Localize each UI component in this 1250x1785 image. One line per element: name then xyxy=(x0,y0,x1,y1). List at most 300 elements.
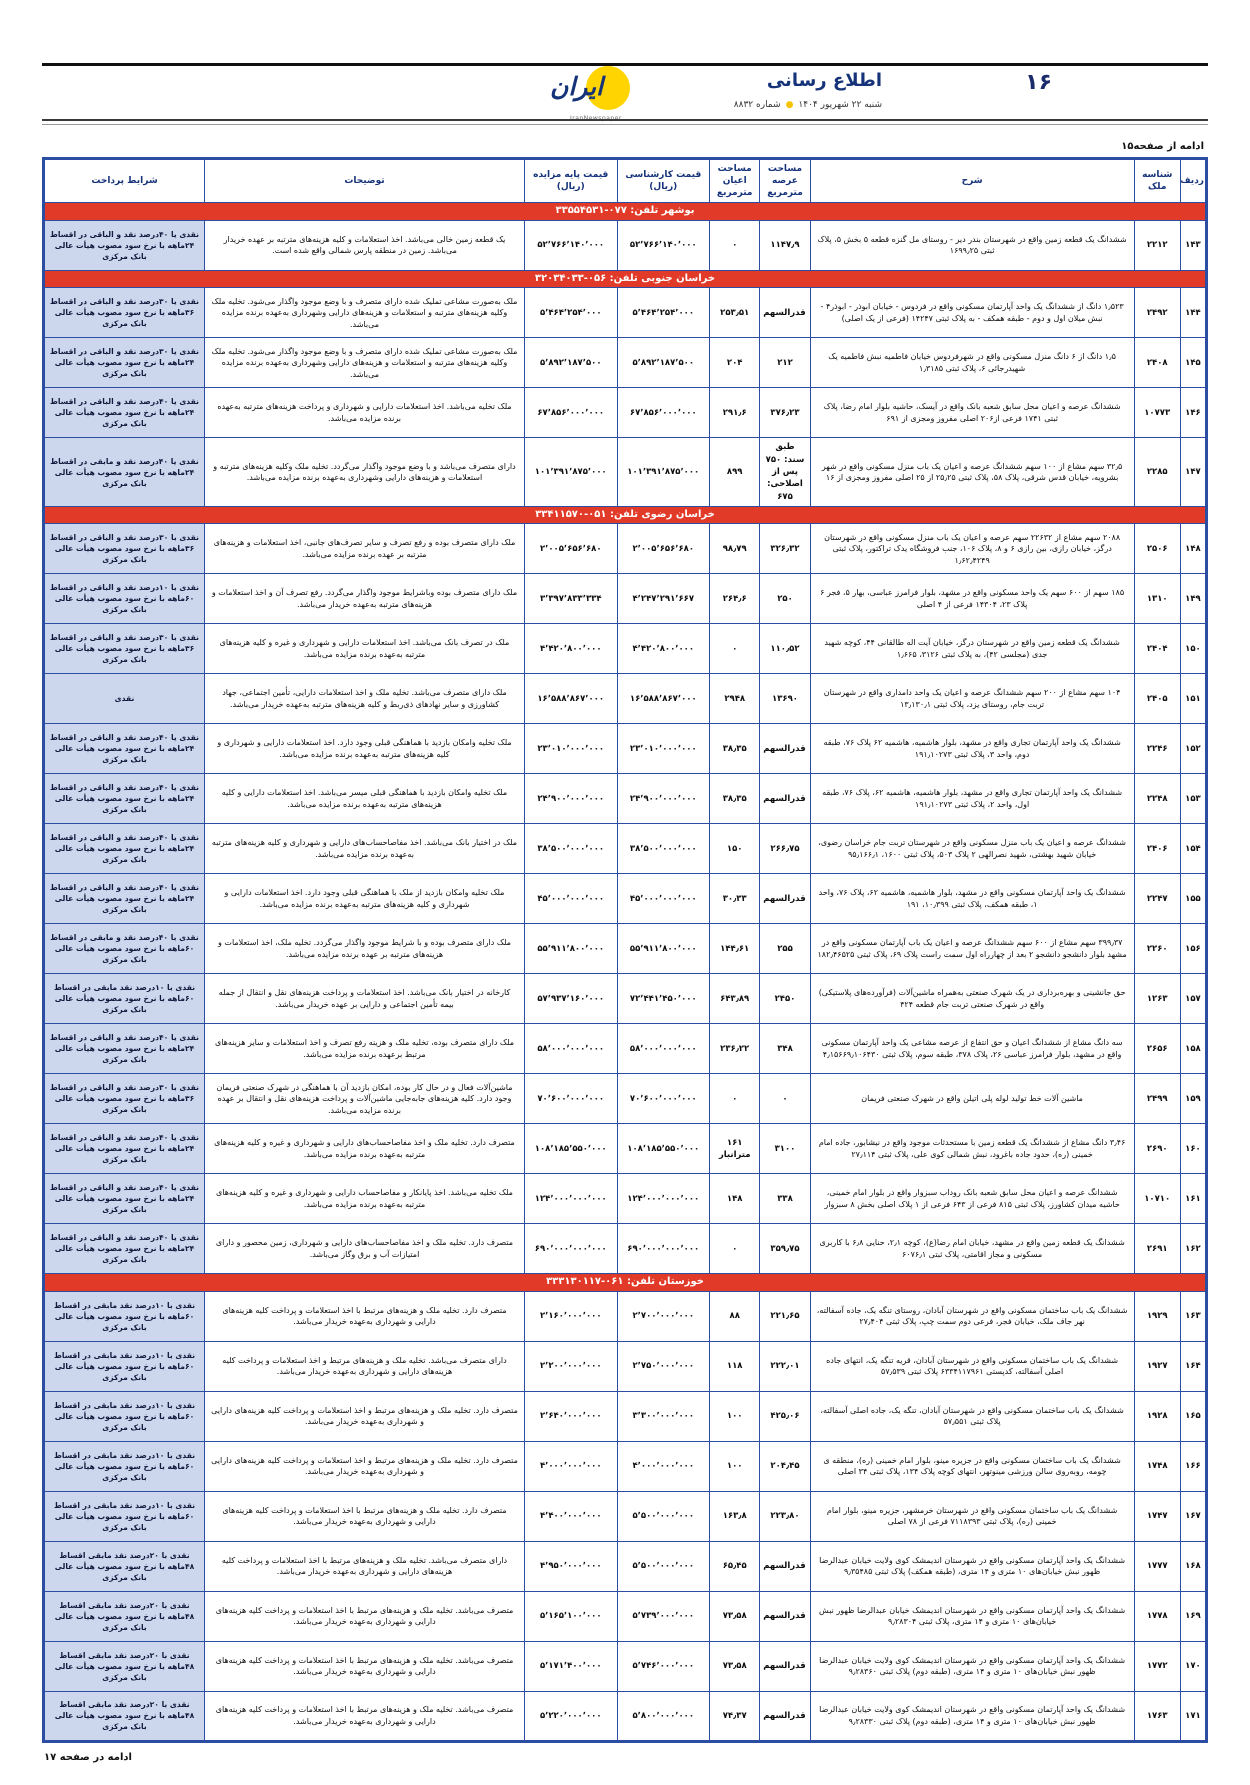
building-area: ۱۶۳٫۸ xyxy=(710,1491,760,1541)
building-area: ۱۱۸ xyxy=(710,1341,760,1391)
notes: متصرف می‌باشد. تخلیه ملک و هزینه‌های مرتبط با اخذ استعلامات و پرداخت کلیه هزینه‌های دارایی و شهرداری به‌عهده خریدار می‌باشد. xyxy=(205,1691,525,1741)
land-area: ۲۵۰ xyxy=(760,574,810,624)
region-section-bar xyxy=(44,506,1207,524)
description: سه دانگ مشاع از ششدانگ اعیان و حق انتفاع از عرصه مشاعی یک واحد آپارتمان مسکونی واقع در مشهد، بلوار فرامرز عباسی ۲۶، پلاک ۳۷۸، طبقه سوم، پلاک ثبتی ۴٫۱۵۶۶۹٫۱۰۶۴۳۰ xyxy=(810,1024,1134,1074)
auction-row xyxy=(44,288,1207,338)
payment-terms: نقدی با ۳۰درصد نقد و الباقی در اقساط ۳۶ماهه با نرخ سود مصوب هیأت عالی بانک مرکزی xyxy=(44,624,205,674)
auction-table-wrap xyxy=(42,157,1208,1743)
appraisal-price: ۵٬۷۳۹٬۰۰۰٬۰۰۰ xyxy=(617,1591,710,1641)
appraisal-price: ۵۵٬۹۱۱٬۸۰۰٬۰۰۰ xyxy=(617,924,710,974)
land-area: ۴۲۵٫۰۶ xyxy=(760,1391,810,1441)
auction-row xyxy=(44,724,1207,774)
base-price: ۴٬۴۲۰٬۸۰۰٬۰۰۰ xyxy=(524,624,617,674)
base-price: ۵۸٬۰۰۰٬۰۰۰٬۰۰۰ xyxy=(524,1024,617,1074)
description: ششدانگ عرصه و اعیان محل سابق شعبه بانک روداب سبزوار واقع در بلوار امام خمینی، حاشیه میدان کشاورز، پلاک ثبتی ۸۱۵ فرعی از ۶۴۳ فرعی از ۱ پلاک اصلی بخش ۸ سبزوار xyxy=(810,1174,1134,1224)
appraisal-price: ۵٬۸۹۲٬۱۸۷٬۵۰۰ xyxy=(617,338,710,388)
appraisal-price: ۱۰۸٬۱۸۵٬۵۵۰٬۰۰۰ xyxy=(617,1124,710,1174)
base-price: ۴٬۰۰۰٬۰۰۰٬۰۰۰ xyxy=(524,1441,617,1491)
property-id: ۲۴۰۸ xyxy=(1134,338,1180,388)
appraisal-price: ۷۲٬۴۴۱٬۴۵۰٬۰۰۰ xyxy=(617,974,710,1024)
land-area: ۲۲۱٫۶۵ xyxy=(760,1291,810,1341)
property-id: ۱۷۴۷ xyxy=(1134,1491,1180,1541)
payment-terms: نقدی با ۱۰درصد نقد مابقی در اقساط ۶۰ماهه با نرخ سود مصوب هیأت عالی بانک مرکزی xyxy=(44,1341,205,1391)
payment-terms: نقدی یا ۳۰درصد نقد و الباقی در اقساط ۳۶ماهه با نرخ سود مصوب هیأت عالی بانک مرکزی xyxy=(44,288,205,338)
payment-terms: نقدی یا ۴۰درصد نقد و الباقی در اقساط ۲۴ماهه با نرخ سود مصوب هیأت عالی بانک مرکزی xyxy=(44,1174,205,1224)
notes: ماشین‌آلات فعال و در حال کار بوده، امکان بازدید آن با هماهنگی در شهرک صنعتی فریمان وجود دارد. کلیه هزینه‌های جابه‌جایی ماشین‌آلات و پرداخت هزینه‌های نقل و انتقال بر عهده برنده مزایده می‌باشد. xyxy=(205,1074,525,1124)
separator-dot-icon: ● xyxy=(785,99,794,110)
base-price: ۷۰٬۶۰۰٬۰۰۰٬۰۰۰ xyxy=(524,1074,617,1124)
property-id: ۱۳۱۰ xyxy=(1134,574,1180,624)
appraisal-price: ۵٬۴۶۴٬۲۵۴٬۰۰۰ xyxy=(617,288,710,338)
notes: ملک تخلیه می‌باشد. اخذ استعلامات دارایی و شهرداری و پرداخت هزینه‌های مترتبه به‌عهده برنده مزایده می‌باشد. xyxy=(205,388,525,438)
property-id: ۲۲۴۸ xyxy=(1134,774,1180,824)
building-area: ۱۰۰ xyxy=(710,1441,760,1491)
notes: دارای متصرف می‌باشد. تخلیه ملک و هزینه‌های مرتبط با اخذ استعلامات و پرداخت کلیه هزینه‌های دارایی و شهرداری به‌عهده خریدار می‌باشد. xyxy=(205,1541,525,1591)
col-header-description: شرح xyxy=(810,159,1134,203)
land-area: ۳۴۸ xyxy=(760,1024,810,1074)
table-header-row xyxy=(44,159,1207,203)
appraisal-price: ۵٬۸۰۰٬۰۰۰٬۰۰۰ xyxy=(617,1691,710,1741)
payment-terms: نقدی یا ۴۰درصد نقد و الباقی در اقساط ۲۴ماهه با نرخ سود مصوب هیأت عالی بانک مرکزی xyxy=(44,874,205,924)
notes: متصرف دارد. تخلیه ملک و هزینه‌های مرتبط و اخذ استعلامات و پرداخت کلیه هزینه‌های دارایی و شهرداری به‌عهده خریدار می‌باشد. xyxy=(205,1391,525,1441)
auction-row xyxy=(44,220,1207,270)
land-area: ۲۱۲ xyxy=(760,338,810,388)
building-area: ۰ xyxy=(710,1074,760,1124)
appraisal-price: ۱۰۱٬۳۹۱٬۸۷۵٬۰۰۰ xyxy=(617,438,710,507)
row-number: ۱۴۵ xyxy=(1180,338,1206,388)
auction-row xyxy=(44,574,1207,624)
description: ششدانگ یک واحد آپارتمان مسکونی واقع در شهرستان اندیمشک کوی ولایت خیابان عبدالرضا ظهور نبش خیابان‌های ۱۰ متری و ۱۴ متری، (طبقه دوم) پلاک ثبتی ۹٫۲۸۳۳۰ xyxy=(810,1691,1134,1741)
land-area: قدرالسهم xyxy=(760,288,810,338)
description: ششدانگ یک باب ساختمان مسکونی واقع در شهرستان آبادان، قریه تنگه یک، انتهای جاده اصلی آسفالته، کدپستی ۶۳۳۴۱۱۷۹۶۱ پلاک ثبتی ۵۷٫۵۳۹ xyxy=(810,1341,1134,1391)
property-id: ۲۲۴۷ xyxy=(1134,874,1180,924)
continued-next-note: ادامه در صفحه ۱۷ xyxy=(44,1752,132,1763)
building-area: ۷۴٫۳۷ xyxy=(710,1691,760,1741)
region-section-bar xyxy=(44,203,1207,221)
payment-terms: نقدی با ۱۰درصد نقد مابقی در اقساط ۶۰ماهه با نرخ سود مصوب هیأت عالی بانک مرکزی xyxy=(44,1441,205,1491)
masthead-rule-thick xyxy=(42,119,1208,121)
payment-terms: نقدی با ۴۰درصد نقد و مابقی در اقساط ۶۰ماهه با نرخ سود مصوب هیأت عالی بانک مرکزی xyxy=(44,924,205,974)
base-price: ۱۲۴٬۰۰۰٬۰۰۰٬۰۰۰ xyxy=(524,1174,617,1224)
land-area: قدرالسهم xyxy=(760,774,810,824)
building-area: ۳۰٫۳۳ xyxy=(710,874,760,924)
notes: متصرف دارد. تخلیه ملک و اخذ مفاصاحساب‌های دارایی و شهرداری، زمین محصور و دارای امتیازات آب و برق وگاز می‌باشد. xyxy=(205,1224,525,1274)
description: ماشین آلات خط تولید لوله پلی اتیلن واقع در شهرک صنعتی فریمان xyxy=(810,1074,1134,1124)
description: ششدانگ عرصه و اعیان یک باب منزل مسکونی واقع در شهرستان تربت جام خراسان رضوی، خیابان شهید بهشتی، شهید نصرالهی ۲ پلاک ۵۰۳، پلاک ثبتی ۱۶۰۰، ۹۵٫۱۶۶٫۱ xyxy=(810,824,1134,874)
auction-row xyxy=(44,1291,1207,1341)
base-price: ۵٬۸۹۲٬۱۸۷٬۵۰۰ xyxy=(524,338,617,388)
col-header-notes: توضیحات xyxy=(205,159,525,203)
date-line xyxy=(734,100,882,110)
description: ۱٫۵۲۳ دانگ از ششدانگ یک واحد آپارتمان مسکونی واقع در فردوس - خیابان ابوذر - ابوذر۴ - نبش میلان اول و دوم - طبقه همکف - به پلاک ثبتی ۱۴۲۴۷ (فرعی از یک اصلی) xyxy=(810,288,1134,338)
row-number: ۱۶۴ xyxy=(1180,1341,1206,1391)
land-area: ۲۴۵۰ xyxy=(760,974,810,1024)
building-area: ۲۵۳٫۵۱ xyxy=(710,288,760,338)
property-id: ۲۶۹۰ xyxy=(1134,1124,1180,1174)
building-area: ۷۳٫۵۸ xyxy=(710,1591,760,1641)
col-header-land-area: مساحت عرصه مترمربع xyxy=(760,159,810,203)
notes: متصرف دارد. تخلیه ملک و هزینه‌های مرتبط با اخذ استعلامات و پرداخت کلیه هزینه‌های دارایی و شهرداری به‌عهده خریدار می‌باشد. xyxy=(205,1291,525,1341)
logo-wordmark: ایران xyxy=(550,72,604,101)
notes: ملک دارای متصرف بوده، تخلیه ملک و هزینه رفع تصرف و اخذ استعلامات و سایر هزینه‌های مرتبط برعهده برنده مزایده می‌باشد. xyxy=(205,1024,525,1074)
notes: ملک تخلیه وامکان بازدید از ملک با هماهنگی قبلی وجود دارد. اخذ استعلامات دارایی و شهرداری و کلیه هزینه‌های مترتبه به‌عهده برنده مزایده می‌باشد. xyxy=(205,874,525,924)
payment-terms: نقدی با ۱۰درصد نقد مابقی در اقساط ۶۰ماهه با نرخ سود مصوب هیأت عالی بانک مرکزی xyxy=(44,1291,205,1341)
building-area: ۱۰۰ xyxy=(710,1391,760,1441)
payment-terms: نقدی با ۲۰درصد نقد مابقی اقساط ۴۸ماهه با نرخ سود مصوب هیأت عالی بانک مرکزی xyxy=(44,1691,205,1741)
base-price: ۲٬۲۰۰٬۰۰۰٬۰۰۰ xyxy=(524,1341,617,1391)
region-section-title: بوشهر تلفن: ۰۷۷-۳۳۵۵۴۵۳۱ xyxy=(44,203,1207,221)
property-id: ۲۲۴۶ xyxy=(1134,724,1180,774)
row-number: ۱۵۱ xyxy=(1180,674,1206,724)
land-area: ۳۱۰۰ xyxy=(760,1124,810,1174)
notes: متصرف دارد. تخلیه ملک و هزینه‌های مرتبط و اخذ استعلامات و پرداخت کلیه هزینه‌های دارایی و شهرداری به‌عهده خریدار می‌باشد. xyxy=(205,1441,525,1491)
auction-row xyxy=(44,1541,1207,1591)
col-header-base-price: قیمت پایه مزایده (ریال) xyxy=(524,159,617,203)
base-price: ۵٬۴۶۴٬۲۵۴٬۰۰۰ xyxy=(524,288,617,338)
row-number: ۱۵۰ xyxy=(1180,624,1206,674)
payment-terms: نقدی یا ۴۰درصد نقد و الباقی در اقساط ۲۴ماهه با نرخ سود مصوب هیأت عالی بانک مرکزی xyxy=(44,220,205,270)
description: ۳۲٫۵ سهم مشاع از ۱۰۰ سهم ششدانگ عرصه و اعیان یک باب منزل مسکونی واقع در شهر بشرویه، خیابان قدس شرقی، پلاک ۵۸، پلاک ثبتی ۲۵٫۲۵ از ۲۵ اصلی مفروز ومجزی از ۱۶ xyxy=(810,438,1134,507)
land-area: ۲۶۶٫۷۵ xyxy=(760,824,810,874)
payment-terms: نقدی یا ۴۰درصد نقد و الباقی در اقساط ۲۴ماهه با نرخ سود مصوب هیأت عالی بانک مرکزی xyxy=(44,774,205,824)
appraisal-price: ۱۶٬۵۸۸٬۸۶۷٬۰۰۰ xyxy=(617,674,710,724)
region-section-bar xyxy=(44,270,1207,288)
payment-terms: نقدی با ۳۰درصد نقد و الباقی در اقساط ۳۶ماهه با نرخ سود مصوب هیأت عالی بانک مرکزی xyxy=(44,524,205,574)
notes: کارخانه در اختیار بانک می‌باشد. اخذ استعلامات و پرداخت هزینه‌های نقل و انتقال از جمله بیمه تأمین اجتماعی و دارایی بر عهده خریدار می‌باشد. xyxy=(205,974,525,1024)
land-area: ۱۱۴۷٫۹ xyxy=(760,220,810,270)
building-area: ۲۹۴۸ xyxy=(710,674,760,724)
continued-from-note: ادامه از صفحه۱۵ xyxy=(1121,141,1204,152)
row-number: ۱۶۰ xyxy=(1180,1124,1206,1174)
property-id: ۲۴۹۲ xyxy=(1134,288,1180,338)
payment-terms: نقدی یا ۴۰درصد نقد و الباقی در اقساط ۲۴ماهه با نرخ سود مصوب هیأت عالی بانک مرکزی xyxy=(44,1224,205,1274)
payment-terms: نقدی با ۱۰درصد نقد و الباقی در اقساط ۶۰ماهه با نرخ سود مصوب هیأت عالی بانک مرکزی xyxy=(44,574,205,624)
payment-terms: نقدی xyxy=(44,674,205,724)
description: ششدانگ یک قطعه زمین واقع در مشهد، خیابان امام رضا(ع)، کوچه ۲٫۱، حنایی ۶٫۸ با کاربری مسکونی و مجاز اقامتی، پلاک ثبتی ۶۰۷۶٫۱ xyxy=(810,1224,1134,1274)
payment-terms: نقدی با ۲۰درصد نقد مابقی اقساط ۴۸ماهه با نرخ سود مصوب هیأت عالی بانک مرکزی xyxy=(44,1591,205,1641)
property-id: ۲۴۹۹ xyxy=(1134,1074,1180,1124)
description: ششدانگ یک قطعه زمین واقع در شهرستان درگز، خیابان آیت اله طالقانی ۴۴، کوچه شهید جدی (مجلسی ۴۲)، به پلاک ثبتی ۳۱۲۶، ۱٫۶۶۵ xyxy=(810,624,1134,674)
building-area: ۷۳٫۵۸ xyxy=(710,1641,760,1691)
row-number: ۱۵۶ xyxy=(1180,924,1206,974)
building-area: ۰ xyxy=(710,220,760,270)
description: ششدانگ یک واحد آپارتمان تجاری واقع در مشهد، بلوار هاشمیه، هاشمیه ۶۲ پلاک ۷۶، طبقه دوم، واحد ۳، پلاک ثبتی ۱۹۱٫۱۰۲۷۳ xyxy=(810,724,1134,774)
base-price: ۴٬۴۰۰٬۰۰۰٬۰۰۰ xyxy=(524,1491,617,1541)
property-id: ۲۶۵۶ xyxy=(1134,1024,1180,1074)
property-id: ۱۷۷۲ xyxy=(1134,1641,1180,1691)
land-area: طبق سند: ۷۵۰ پس از اصلاحی: ۶۷۵ xyxy=(760,438,810,507)
row-number: ۱۶۸ xyxy=(1180,1541,1206,1591)
auction-row xyxy=(44,1441,1207,1491)
base-price: ۲۳٬۰۱۰٬۰۰۰٬۰۰۰ xyxy=(524,724,617,774)
notes: ملک دارای متصرف بوده وباشرایط موجود واگذار می‌گردد. رفع تصرف آن و اخذ استعلامات و هزینه‌های مترتبه به‌عهده خریدار می‌باشد. xyxy=(205,574,525,624)
description: حق جانشینی و بهره‌برداری در یک شهرک صنعتی به‌همراه ماشین‌آلات (فرآورده‌های پلاستیکی) واقع در شهرک صنعتی تربت جام قطعه ۴۲۴ xyxy=(810,974,1134,1024)
appraisal-price: ۲۴٬۹۰۰٬۰۰۰٬۰۰۰ xyxy=(617,774,710,824)
payment-terms: نقدی یا ۴۰درصد نقد و الباقی در اقساط ۲۴ماهه با نرخ سود مصوب هیأت عالی بانک مرکزی xyxy=(44,1124,205,1174)
description: ۳۹۹٫۳۷ سهم مشاع از ۶۰۰ سهم ششدانگ عرصه و اعیان یک باب آپارتمان مسکونی واقع در مشهد بلوار دانشجو دانشجو ۲ بعد از چهارراه اول سمت راست پلاک ۶۹، پلاک ثبتی ۱۸۲٫۴۶۵۲۵ xyxy=(810,924,1134,974)
land-area: قدرالسهم xyxy=(760,1591,810,1641)
region-section-bar xyxy=(44,1274,1207,1292)
appraisal-price: ۴۵٬۰۰۰٬۰۰۰٬۰۰۰ xyxy=(617,874,710,924)
base-price: ۲٬۰۰۵٬۶۵۶٬۶۸۰ xyxy=(524,524,617,574)
property-id: ۲۲۸۵ xyxy=(1134,438,1180,507)
land-area: ۲۵۵ xyxy=(760,924,810,974)
page-title: اطلاع رسانی xyxy=(766,70,882,91)
land-area: ۳۷۶٫۲۳ xyxy=(760,388,810,438)
row-number: ۱۶۲ xyxy=(1180,1224,1206,1274)
notes: متصرف دارد. تخلیه ملک و اخذ مفاصاحساب‌های دارایی و شهرداری و غیره و کلیه هزینه‌های مترتبه به‌عهده برنده مزایده می‌باشد. xyxy=(205,1124,525,1174)
auction-row xyxy=(44,388,1207,438)
notes: ملک دارای متصرف بوده و رفع تصرف و سایر تصرف‌های جانبی، اخذ استعلامات و هزینه‌های مترتبه بر عهده برنده مزایده می‌باشد. xyxy=(205,524,525,574)
property-id: ۱۷۴۸ xyxy=(1134,1441,1180,1491)
auction-row xyxy=(44,1174,1207,1224)
appraisal-price: ۲٬۷۰۰٬۰۰۰٬۰۰۰ xyxy=(617,1291,710,1341)
notes: ملک تخلیه وامکان بازدید با هماهنگی قبلی وجود دارد. اخذ استعلامات دارایی و شهرداری و کلیه هزینه‌های مترتبه به‌عهده برنده مزایده می‌باشد. xyxy=(205,724,525,774)
issue-number: شماره ۸۸۳۲ xyxy=(733,100,781,110)
row-number: ۱۵۳ xyxy=(1180,774,1206,824)
building-area: ۶۴۳٫۸۹ xyxy=(710,974,760,1024)
auction-row xyxy=(44,524,1207,574)
land-area: قدرالسهم xyxy=(760,874,810,924)
property-id: ۱۷۶۳ xyxy=(1134,1691,1180,1741)
description: ۲۰۸۸ سهم مشاع از ۲۲۶۳۲ سهم عرصه و اعیان یک باب منزل مسکونی واقع در شهرستان درگز، خیابان رازی، بین رازی ۶ و ۸، پلاک ۱۰۶، جنب فروشگاه یدک تراکتور، پلاک ثبتی ۱٫۶۲٫۴۲۴۹ xyxy=(810,524,1134,574)
region-section-title: خراسان جنوبی تلفن: ۰۵۶-۳۲۰۳۴۰۳۳ xyxy=(44,270,1207,288)
description: ۱۸۵ سهم از ۶۰۰ سهم یک واحد مسکونی واقع در مشهد، بلوار فرامرز عباسی، بهار ۵، فجر ۶ پلاک ۲۳، ۱۴۳۰۴ فرعی از ۴ اصلی xyxy=(810,574,1134,624)
auction-row xyxy=(44,1124,1207,1174)
building-area: ۸۸ xyxy=(710,1291,760,1341)
notes: دارای متصرف می‌باشد و با وضع موجود واگذار می‌گردد. تخلیه ملک وکلیه هزینه‌های مترتبه و استعلامات و هزینه‌های دارایی وشهرداری به‌عهده برنده مزایده می‌باشد. xyxy=(205,438,525,507)
notes: ملک تخلیه وامکان بازدید با هماهنگی قبلی میسر می‌باشد. اخذ استعلامات دارایی و کلیه هزینه‌های مترتبه به‌عهده برنده مزایده می‌باشد. xyxy=(205,774,525,824)
col-header-building-area: مساحت اعیان مترمربع xyxy=(710,159,760,203)
payment-terms: نقدی یا ۴۰درصد نقد و الباقی در اقساط ۲۴ماهه با نرخ سود مصوب هیأت عالی بانک مرکزی xyxy=(44,388,205,438)
payment-terms: نقدی با ۲۰درصد نقد مابقی اقساط ۴۸ماهه با نرخ سود مصوب هیأت عالی بانک مرکزی xyxy=(44,1541,205,1591)
row-number: ۱۴۹ xyxy=(1180,574,1206,624)
row-number: ۱۵۵ xyxy=(1180,874,1206,924)
appraisal-price: ۵٬۵۰۰٬۰۰۰٬۰۰۰ xyxy=(617,1491,710,1541)
auction-row xyxy=(44,974,1207,1024)
payment-terms: نقدی با ۳۰درصد نقد و الباقی در اقساط ۳۶ماهه با نرخ سود مصوب هیأت عالی بانک مرکزی xyxy=(44,1074,205,1124)
auction-row xyxy=(44,874,1207,924)
building-area: ۱۵۰ xyxy=(710,824,760,874)
description: ششدانگ یک باب ساختمان مسکونی واقع در جزیره مینو، بلوار امام خمینی (ره)، منطقه ی چومه، روبه‌روی سالن ورزشی مینوتهر، انتهای کوچه پلاک ۱۳۴، پلاک ثبتی ۳۴ اصلی xyxy=(810,1441,1134,1491)
property-id: ۱۷۷۷ xyxy=(1134,1541,1180,1591)
row-number: ۱۷۱ xyxy=(1180,1691,1206,1741)
col-header-row-number: ردیف xyxy=(1180,159,1206,203)
property-id: ۱۷۷۸ xyxy=(1134,1591,1180,1641)
property-id: ۲۵۰۶ xyxy=(1134,524,1180,574)
row-number: ۱۶۷ xyxy=(1180,1491,1206,1541)
col-header-payment-terms: شرایط پرداخت xyxy=(44,159,205,203)
building-area: ۶۵٫۴۵ xyxy=(710,1541,760,1591)
base-price: ۱۰۸٬۱۸۵٬۵۵۰٬۰۰۰ xyxy=(524,1124,617,1174)
payment-terms: نقدی یا ۴۰درصد نقد و الباقی در اقساط ۲۴ماهه با نرخ سود مصوب هیأت عالی بانک مرکزی xyxy=(44,1024,205,1074)
notes: ملک دارای متصرف بوده و با شرایط موجود واگذار می‌گردد. تخلیه ملک، اخذ استعلامات و هزینه‌های مترتبه بر عهده برنده مزایده می‌باشد. xyxy=(205,924,525,974)
building-area: ۱۶۱ مترانبار xyxy=(710,1124,760,1174)
building-area: ۱۴۴٫۶۱ xyxy=(710,924,760,974)
date-text: شنبه ۲۲ شهریور ۱۴۰۴ xyxy=(798,100,882,110)
land-area: ۱۳۶۹۰ xyxy=(760,674,810,724)
notes: متصرف می‌باشد. تخلیه ملک و هزینه‌های مرتبط با اخذ استعلامات و پرداخت کلیه هزینه‌های دارایی و شهرداری به‌عهده خریدار می‌باشد. xyxy=(205,1591,525,1641)
payment-terms: نقدی یا ۴۰درصد نقد و مابقی در اقساط ۲۴ماهه با نرخ سود مصوب هیأت عالی بانک مرکزی xyxy=(44,438,205,507)
land-area: ۲۲۳٫۸۰ xyxy=(760,1491,810,1541)
payment-terms: نقدی با ۱۰درصد نقد مابقی در اقساط ۶۰ماهه با نرخ سود مصوب هیأت عالی بانک مرکزی xyxy=(44,1391,205,1441)
description: ششدانگ یک قطعه زمین واقع در شهرستان بندر دیر - روستای مل گنزه قطعه ۵ بخش ۵، پلاک ثبتی ۱۶۹۹٫۲۵ xyxy=(810,220,1134,270)
building-area: ۲۳۶٫۲۲ xyxy=(710,1024,760,1074)
row-number: ۱۵۸ xyxy=(1180,1024,1206,1074)
property-id: ۱۰۷۱۰ xyxy=(1134,1174,1180,1224)
description: ششدانگ عرصه و اعیان محل سابق شعبه بانک واقع در آیسک، حاشیه بلوار امام رضا، پلاک ثبتی ۱۷۴۱ فرعی از۲۰۶ اصلی مفروز ومجزی از ۶۹۱ xyxy=(810,388,1134,438)
appraisal-price: ۶۷٬۸۵۶٬۰۰۰٬۰۰۰ xyxy=(617,388,710,438)
description: ۳٫۴۶ دانگ مشاع از ششدانگ یک قطعه زمین با مستحدثات موجود واقع در نیشابور، جاده امام خمینی (ره)، حدود جاده باغرود، نبش شمالی کوی علی، پلاک ثبتی ۲۷٫۱۱۴ xyxy=(810,1124,1134,1174)
appraisal-price: ۱۲۴٬۰۰۰٬۰۰۰٬۰۰۰ xyxy=(617,1174,710,1224)
auction-row xyxy=(44,1224,1207,1274)
row-number: ۱۴۶ xyxy=(1180,388,1206,438)
base-price: ۴٬۹۵۰٬۰۰۰٬۰۰۰ xyxy=(524,1541,617,1591)
auction-row xyxy=(44,1341,1207,1391)
auction-row xyxy=(44,774,1207,824)
base-price: ۱۶٬۵۸۸٬۸۶۷٬۰۰۰ xyxy=(524,674,617,724)
building-area: ۱۴۸ xyxy=(710,1174,760,1224)
newspaper-logo xyxy=(548,66,640,120)
row-number: ۱۵۹ xyxy=(1180,1074,1206,1124)
row-number: ۱۵۲ xyxy=(1180,724,1206,774)
appraisal-price: ۲٬۷۵۰٬۰۰۰٬۰۰۰ xyxy=(617,1341,710,1391)
building-area: ۲۰۴ xyxy=(710,338,760,388)
row-number: ۱۶۶ xyxy=(1180,1441,1206,1491)
land-area: قدرالسهم xyxy=(760,1641,810,1691)
auction-row xyxy=(44,624,1207,674)
description: ششدانگ یک واحد آپارتمان مسکونی واقع در شهرستان اندیمشک کوی ولایت خیابان عبدالرضا ظهور نبش خیابان‌های ۱۰ متری و ۱۴ متری، (طبقه همکف) پلاک ثبتی ۹٫۳۵۴۸۵ xyxy=(810,1541,1134,1591)
auction-table xyxy=(42,157,1208,1743)
appraisal-price: ۴٬۰۰۰٬۰۰۰٬۰۰۰ xyxy=(617,1441,710,1491)
appraisal-price: ۴٬۴۲۰٬۸۰۰٬۰۰۰ xyxy=(617,624,710,674)
region-section-title: خراسان رضوی تلفن: ۰۵۱-۳۳۴۱۱۵۷۰ xyxy=(44,506,1207,524)
land-area: ۲۲۲٫۰۱ xyxy=(760,1341,810,1391)
building-area: ۹۸٫۷۹ xyxy=(710,524,760,574)
property-id: ۱۹۲۸ xyxy=(1134,1391,1180,1441)
land-area: ۳۵۹٫۷۵ xyxy=(760,1224,810,1274)
property-id: ۲۲۶۰ xyxy=(1134,924,1180,974)
land-area: ۲۰۴٫۴۵ xyxy=(760,1441,810,1491)
property-id: ۲۶۹۱ xyxy=(1134,1224,1180,1274)
building-area: ۲۹۱٫۶ xyxy=(710,388,760,438)
building-area: ۲۶۴٫۶ xyxy=(710,574,760,624)
building-area: ۸۹۹ xyxy=(710,438,760,507)
row-number: ۱۴۳ xyxy=(1180,220,1206,270)
land-area: ۱۱۰٫۵۲ xyxy=(760,624,810,674)
base-price: ۴۵٬۰۰۰٬۰۰۰٬۰۰۰ xyxy=(524,874,617,924)
land-area: ۳۳۸ xyxy=(760,1174,810,1224)
auction-row xyxy=(44,1591,1207,1641)
land-area: قدرالسهم xyxy=(760,1541,810,1591)
property-id: ۱۲۶۳ xyxy=(1134,974,1180,1024)
property-id: ۱۹۲۷ xyxy=(1134,1341,1180,1391)
description: ۱٫۵ دانگ از ۶ دانگ منزل مسکونی واقع در شهرفردوس خیابان فاطمیه نبش فاطمیه یک شهیدرجائی ۶، پلاک ثبتی ۱٫۳۱۸۵ xyxy=(810,338,1134,388)
auction-row xyxy=(44,1491,1207,1541)
row-number: ۱۴۷ xyxy=(1180,438,1206,507)
page-number: ۱۶ xyxy=(1025,70,1052,95)
payment-terms: نقدی یا ۳۰درصد نقد و الباقی در اقساط ۲۴ماهه با نرخ سود مصوب هیأت عالی بانک مرکزی xyxy=(44,338,205,388)
appraisal-price: ۵۲٬۷۶۶٬۱۴۰٬۰۰۰ xyxy=(617,220,710,270)
payment-terms: نقدی یا ۴۰درصد نقد و الباقی در اقساط ۲۴ماهه با نرخ سود مصوب هیأت عالی بانک مرکزی xyxy=(44,824,205,874)
description: ششدانگ یک واحد آپارتمان تجاری واقع در مشهد، بلوار هاشمیه، هاشمیه ۶۲، پلاک ۷۶، طبقه اول، واحد ۲، پلاک ثبتی ۱۹۱٫۱۰۲۷۳ xyxy=(810,774,1134,824)
base-price: ۱۰۱٬۳۹۱٬۸۷۵٬۰۰۰ xyxy=(524,438,617,507)
notes: یک قطعه زمین خالی می‌باشد. اخذ استعلامات و کلیه هزینه‌های مترتبه بر عهده خریدار می‌باشد. زمین در منطقه پارس شمالی واقع شده است. xyxy=(205,220,525,270)
base-price: ۵٬۱۶۵٬۱۰۰٬۰۰۰ xyxy=(524,1591,617,1641)
masthead-rule-thin xyxy=(42,124,1208,125)
base-price: ۵۵٬۹۱۱٬۸۰۰٬۰۰۰ xyxy=(524,924,617,974)
notes: دارای متصرف می‌باشد. تخلیه ملک و هزینه‌های مرتبط و اخذ استعلامات و پرداخت کلیه هزینه‌های دارایی و شهرداری به‌عهده خریدار می‌باشد. xyxy=(205,1341,525,1391)
property-id: ۱۰۷۷۳ xyxy=(1134,388,1180,438)
auction-row xyxy=(44,1641,1207,1691)
notes: ملک دارای متصرف می‌باشد. تخلیه ملک و اخذ استعلامات دارایی، تأمین اجتماعی، جهاد کشاورزی و سایر نهادهای ذی‌ربط و کلیه هزینه‌های مترتبه به‌عهده خریدار می‌باشد. xyxy=(205,674,525,724)
property-id: ۲۴۰۶ xyxy=(1134,824,1180,874)
auction-row xyxy=(44,338,1207,388)
auction-row xyxy=(44,1691,1207,1741)
base-price: ۵٬۱۷۱٬۴۰۰٬۰۰۰ xyxy=(524,1641,617,1691)
appraisal-price: ۲٬۰۰۵٬۶۵۶٬۶۸۰ xyxy=(617,524,710,574)
description: ششدانگ یک باب ساختمان مسکونی واقع در شهرستان آبادان، تنگه یک، جاده اصلی آسفالته، پلاک ثبتی ۵۷٫۵۵۱ xyxy=(810,1391,1134,1441)
property-id: ۲۲۱۲ xyxy=(1134,220,1180,270)
auction-row xyxy=(44,924,1207,974)
auction-table-body xyxy=(44,203,1207,1742)
base-price: ۵۷٬۹۳۷٬۱۶۰٬۰۰۰ xyxy=(524,974,617,1024)
base-price: ۶۷٬۸۵۶٬۰۰۰٬۰۰۰ xyxy=(524,388,617,438)
row-number: ۱۵۴ xyxy=(1180,824,1206,874)
base-price: ۲٬۶۴۰٬۰۰۰٬۰۰۰ xyxy=(524,1391,617,1441)
land-area: قدرالسهم xyxy=(760,1691,810,1741)
base-price: ۳۸٬۵۰۰٬۰۰۰٬۰۰۰ xyxy=(524,824,617,874)
description: ششدانگ یک باب ساختمان مسکونی واقع در شهرستان آبادان، روستای تنگه یک، جاده آسفالته، نهر جاف ملک، خیابان فجر، فرعی دوم سمت چپ، پلاک ثبتی ۲۷٫۴۰۴ xyxy=(810,1291,1134,1341)
row-number: ۱۵۷ xyxy=(1180,974,1206,1024)
notes: ملک به‌صورت مشاعی تملیک شده دارای متصرف و با وضع موجود واگذار می‌شود. تخلیه ملک وکلیه هزینه‌های مترتبه و استعلامات و هزینه‌های دارایی وشهرداری به‌عهده برنده مزایده می‌باشد. xyxy=(205,288,525,338)
building-area: ۰ xyxy=(710,1224,760,1274)
payment-terms: نقدی یا ۴۰درصد نقد و الباقی در اقساط ۲۴ماهه با نرخ سود مصوب هیأت عالی بانک مرکزی xyxy=(44,724,205,774)
description: ۱۰۴ سهم مشاع از ۲۰۰ سهم ششدانگ عرصه و اعیان یک واحد دامداری واقع در شهرستان تربت جام، روستای یزد، پلاک ثبتی ۱۳٫۱۳۰٫۱ xyxy=(810,674,1134,724)
building-area: ۳۸٫۳۵ xyxy=(710,774,760,824)
auction-row xyxy=(44,1024,1207,1074)
description: ششدانگ یک باب ساختمان مسکونی واقع در شهرستان خرمشهر، جزیره مینو، بلوار امام خمینی (ره)، پلاک ثبتی ۷۱۱۸۳۹۳ فرعی از ۷۸ اصلی xyxy=(810,1491,1134,1541)
row-number: ۱۴۸ xyxy=(1180,524,1206,574)
appraisal-price: ۵۸٬۰۰۰٬۰۰۰٬۰۰۰ xyxy=(617,1024,710,1074)
land-area: قدرالسهم xyxy=(760,724,810,774)
notes: متصرف می‌باشد. تخلیه ملک و هزینه‌های مرتبط با اخذ استعلامات و پرداخت کلیه هزینه‌های دارایی و شهرداری به‌عهده خریدار می‌باشد. xyxy=(205,1641,525,1691)
auction-row xyxy=(44,674,1207,724)
col-header-property-id: شناسه ملک xyxy=(1134,159,1180,203)
notes: ملک تخلیه می‌باشد. اخذ پایانکار و مفاصاحساب دارایی و شهرداری و غیره و کلیه هزینه‌های مترتبه به‌عهده برنده مزایده می‌باشد. xyxy=(205,1174,525,1224)
land-area: ۰ xyxy=(760,1074,810,1124)
land-area: ۳۲۶٫۳۲ xyxy=(760,524,810,574)
auction-row xyxy=(44,824,1207,874)
payment-terms: نقدی با ۱۰درصد نقد مابقی در اقساط ۶۰ماهه با نرخ سود مصوب هیأت عالی بانک مرکزی xyxy=(44,974,205,1024)
base-price: ۲۴٬۹۰۰٬۰۰۰٬۰۰۰ xyxy=(524,774,617,824)
property-id: ۲۴۰۴ xyxy=(1134,624,1180,674)
appraisal-price: ۲۳٬۰۱۰٬۰۰۰٬۰۰۰ xyxy=(617,724,710,774)
auction-row xyxy=(44,1074,1207,1124)
row-number: ۱۴۴ xyxy=(1180,288,1206,338)
appraisal-price: ۴٬۲۴۷٬۲۹۱٬۶۶۷ xyxy=(617,574,710,624)
property-id: ۲۴۰۵ xyxy=(1134,674,1180,724)
base-price: ۵٬۲۲۰٬۰۰۰٬۰۰۰ xyxy=(524,1691,617,1741)
base-price: ۶۹۰٬۰۰۰٬۰۰۰٬۰۰۰ xyxy=(524,1224,617,1274)
base-price: ۳٬۳۹۷٬۸۳۳٬۳۳۴ xyxy=(524,574,617,624)
col-header-appraisal-price: قیمت کارشناسی (ریال) xyxy=(617,159,710,203)
payment-terms: نقدی با ۱۰درصد نقد مابقی در اقساط ۶۰ماهه با نرخ سود مصوب هیأت عالی بانک مرکزی xyxy=(44,1491,205,1541)
row-number: ۱۶۳ xyxy=(1180,1291,1206,1341)
property-id: ۱۹۲۹ xyxy=(1134,1291,1180,1341)
appraisal-price: ۶۹۰٬۰۰۰٬۰۰۰٬۰۰۰ xyxy=(617,1224,710,1274)
appraisal-price: ۵٬۵۰۰٬۰۰۰٬۰۰۰ xyxy=(617,1541,710,1591)
